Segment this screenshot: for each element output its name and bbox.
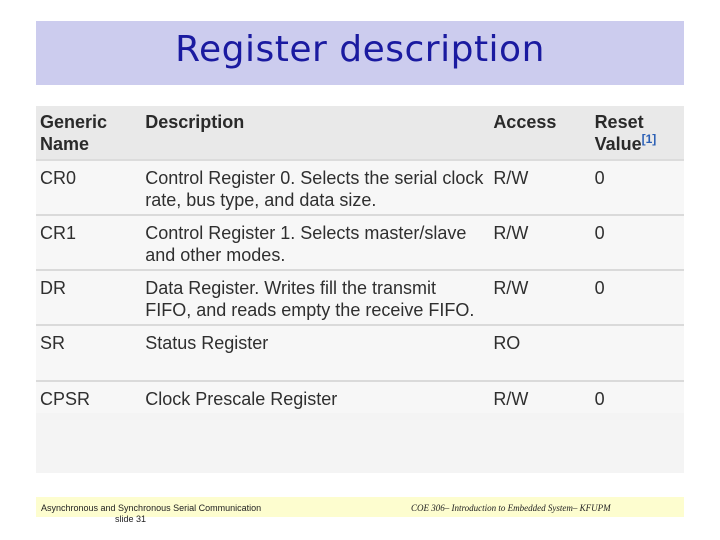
table-row bbox=[36, 160, 684, 215]
header-description: Description bbox=[141, 106, 489, 160]
register-access: R/W bbox=[489, 270, 590, 325]
register-reset: 0 bbox=[591, 215, 684, 270]
table-row bbox=[36, 270, 684, 325]
header-generic-name bbox=[36, 106, 141, 160]
footer-course-code: COE 306– Introduction to Embedded System– KFUPM bbox=[411, 503, 611, 513]
header-reset-label: Reset bbox=[594, 112, 644, 132]
header-access: Access bbox=[489, 106, 590, 160]
footer-course-title: Asynchronous and Synchronous Serial Communication bbox=[41, 503, 262, 513]
table-row bbox=[36, 381, 684, 413]
header-reset-value bbox=[591, 106, 684, 160]
register-reset: 0 bbox=[591, 160, 684, 215]
register-access: R/W bbox=[489, 381, 590, 413]
footer-course-info bbox=[41, 503, 301, 525]
table-header-row bbox=[36, 106, 684, 160]
register-table bbox=[36, 106, 684, 413]
register-description: Data Register. Writes fill the transmit FIFO, and reads empty the receive FIFO. bbox=[141, 270, 489, 325]
register-name: DR bbox=[36, 270, 141, 325]
register-name: SR bbox=[36, 325, 141, 381]
register-description: Control Register 0. Selects the serial clock rate, bus type, and data size. bbox=[141, 160, 489, 215]
register-name: CR0 bbox=[36, 160, 141, 215]
header-generic-label: Generic bbox=[40, 112, 108, 132]
register-reset bbox=[591, 325, 684, 381]
table-row bbox=[36, 215, 684, 270]
register-description: Clock Prescale Register bbox=[141, 381, 489, 413]
register-table-area bbox=[36, 106, 684, 473]
register-access: R/W bbox=[489, 160, 590, 215]
title-bar bbox=[36, 21, 684, 85]
footer-slide-number: slide 31 bbox=[115, 514, 147, 524]
slide-title: Register description bbox=[175, 29, 545, 70]
register-reset: 0 bbox=[591, 381, 684, 413]
register-name: CPSR bbox=[36, 381, 141, 413]
header-name-label: Name bbox=[40, 134, 90, 154]
register-reset: 0 bbox=[591, 270, 684, 325]
register-description: Control Register 1. Selects master/slave and other modes. bbox=[141, 215, 489, 270]
register-name: CR1 bbox=[36, 215, 141, 270]
table-row bbox=[36, 325, 684, 381]
register-description: Status Register bbox=[141, 325, 489, 381]
footnote-link[interactable]: [1] bbox=[641, 132, 657, 146]
register-access: R/W bbox=[489, 215, 590, 270]
header-value-label: Value bbox=[594, 134, 642, 154]
register-access: RO bbox=[489, 325, 590, 381]
